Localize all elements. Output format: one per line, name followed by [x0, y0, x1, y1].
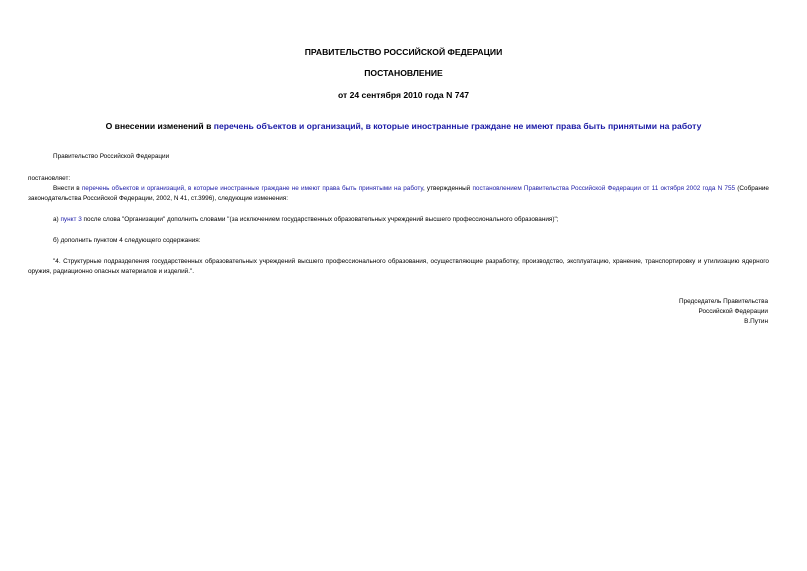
government-heading: ПРАВИТЕЛЬСТВО РОССИЙСКОЙ ФЕДЕРАЦИИ — [304, 47, 503, 57]
intro-paragraph — [28, 184, 769, 204]
signature-name: В.Путин — [744, 318, 768, 325]
title-link[interactable]: перечень объектов и организаций, в которые иностранные граждане не имеют права быть принятыми на работу — [213, 121, 702, 131]
resolves-line: постановляет: — [28, 175, 71, 182]
signature-position-line2: Российской Федерации — [698, 308, 768, 315]
document-title — [0, 121, 807, 131]
document-type-heading: ПОСТАНОВЛЕНИЕ — [364, 68, 443, 78]
intro-middle: , утвержденный — [422, 185, 473, 192]
title-prefix: О внесении изменений в — [105, 121, 214, 131]
list-link[interactable]: перечень объектов и организаций, в которые иностранные граждане не имеют права быть принятыми на работу — [81, 185, 423, 192]
item-a-paragraph — [28, 215, 769, 225]
item-3-link[interactable]: пункт 3 — [60, 216, 82, 223]
signature-position-line1: Председатель Правительства — [679, 298, 768, 305]
item-b-paragraph: б) дополнить пунктом 4 следующего содержания: — [53, 237, 201, 244]
intro-prefix: Внести в — [53, 185, 82, 192]
intro-suffix: (Собрание законодательства Российской Федерации, 2002, N 41, ст.3996), следующие изменения: — [28, 185, 769, 202]
government-line: Правительство Российской Федерации — [53, 153, 170, 160]
item-a-prefix: а) — [53, 216, 61, 223]
resolution-link[interactable]: постановлением Правительства Российской Федерации от 11 октября 2002 года N 755 — [472, 185, 736, 192]
quote-paragraph: "4. Структурные подразделения государственных образовательных учреждений высшего профессионального образования, осуществляющие разработку, производство, эксплуатацию, хранение, транспортировку и утилизацию ядерного оружия, радиационно опасных материалов и изделий.". — [28, 258, 769, 275]
item-a-suffix: после слова "Организации" дополнить словами "(за исключением государственных образовательных учреждений высшего профессионального образования)"; — [81, 216, 559, 223]
date-number-heading: от 24 сентября 2010 года N 747 — [337, 90, 470, 100]
